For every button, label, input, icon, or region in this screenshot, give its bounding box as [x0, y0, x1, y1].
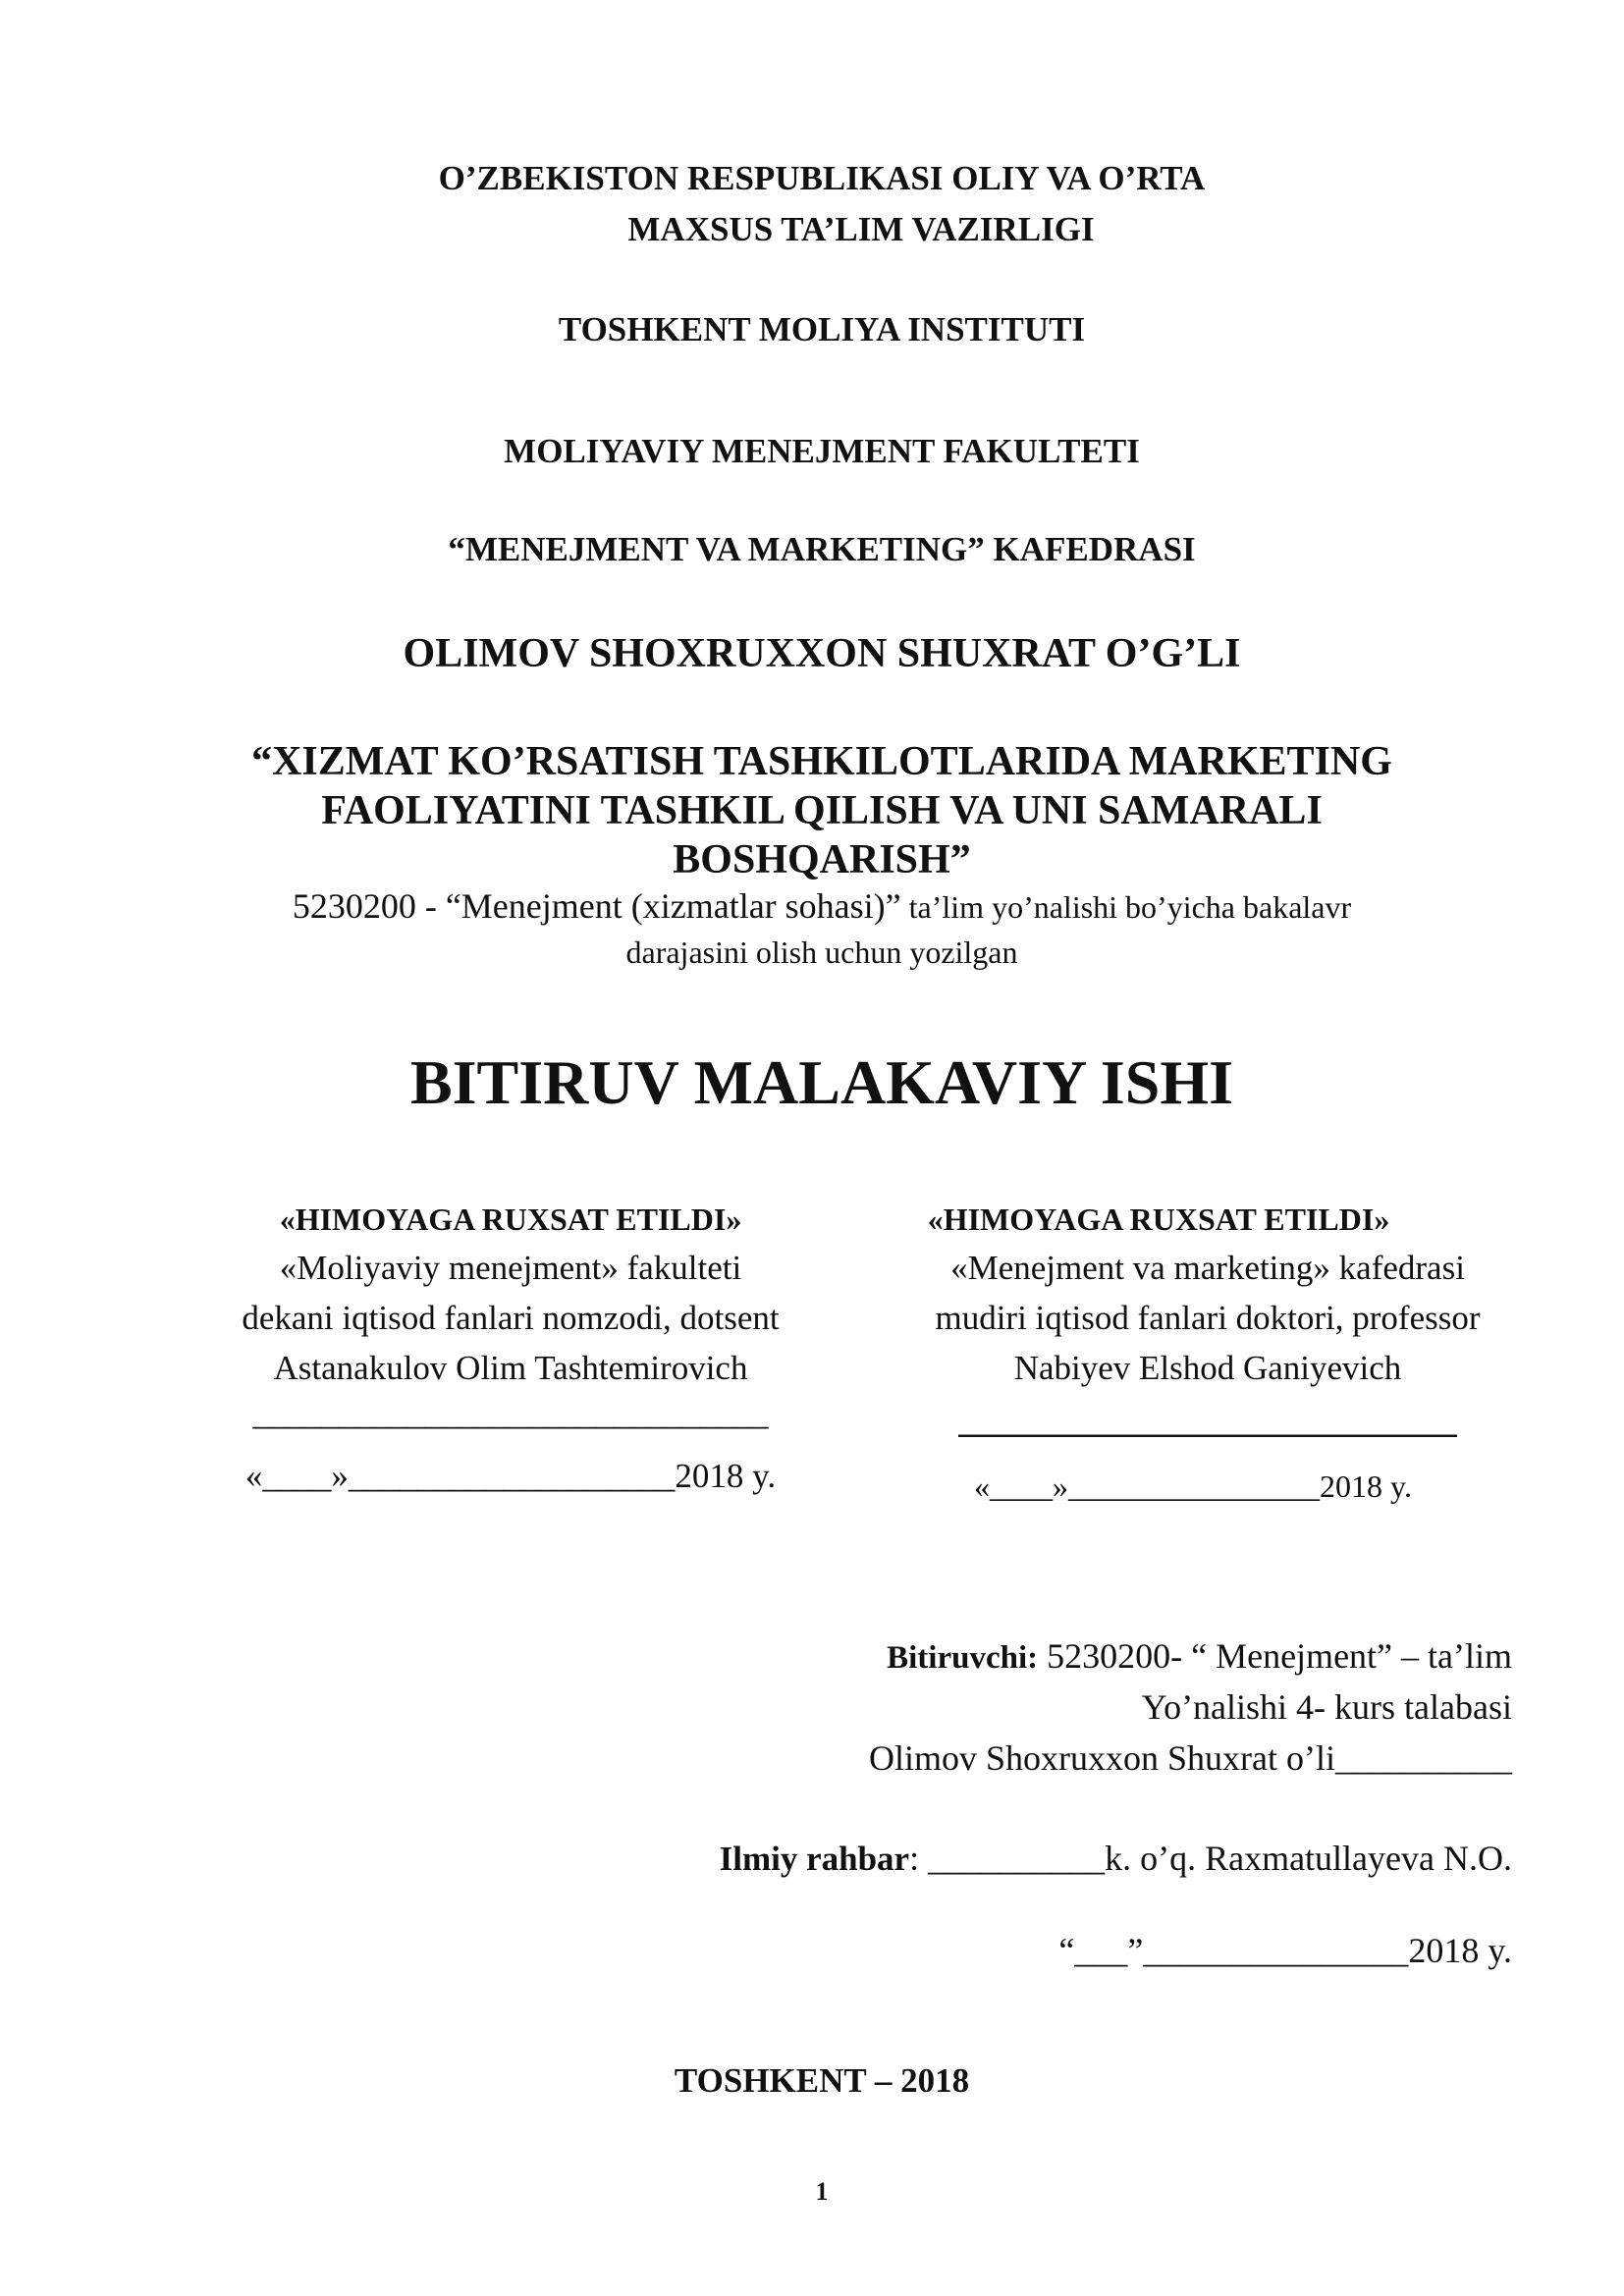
author-name: OLIMOV SHOXRUXXON SHUXRAT O’G’LI	[403, 631, 1241, 676]
graduate-program: 5230200- “ Menejment” – ta’lim	[1038, 1636, 1512, 1676]
approval-right-department: «Menejment va marketing» kafedrasi	[950, 1249, 1465, 1287]
approval-right-position: mudiri iqtisod fanlari doktori, professor	[935, 1299, 1481, 1337]
final-date: “___”_______________2018 y.	[1058, 1931, 1512, 1970]
ministry-line-2: MAXSUS TA’LIM VAZIRLIGI	[627, 210, 1095, 248]
faculty-name: MOLIYAVIY MENEJMENT FAKULTETI	[504, 432, 1140, 470]
approval-left-position: dekani iqtisod fanlari nomzodi, dotsent	[242, 1299, 780, 1337]
approval-right-signature-line: _____________________________	[958, 1402, 1457, 1440]
department-name: “MENEJMENT VA MARKETING” KAFEDRASI	[448, 530, 1196, 568]
approval-left-heading: «HIMOYAGA RUXSAT ETILDI»	[279, 1201, 742, 1237]
supervisor-label: Ilmiy rahbar	[719, 1840, 910, 1878]
degree-note-line-2: darajasini olish uchun yozilgan	[625, 934, 1018, 970]
approval-right-date: «____»________________2018 y.	[974, 1468, 1412, 1504]
approval-right-heading: «HIMOYAGA RUXSAT ETILDI»	[927, 1201, 1390, 1237]
approval-right-person: Nabiyev Elshod Ganiyevich	[1013, 1349, 1402, 1387]
graduate-label: Bitiruvchi:	[887, 1640, 1039, 1676]
degree-program: 5230200 - “Menejment (xizmatlar sohasi)”	[292, 886, 901, 926]
approval-left	[196, 1198, 825, 1495]
topic-line-3: BOSHQARISH”	[673, 837, 971, 882]
graduate-name: Olimov Shoxruxxon Shuxrat o’li__________	[869, 1738, 1512, 1778]
supervisor-value: : __________k. o’q. Raxmatullayeva N.O.	[909, 1839, 1512, 1878]
page-number: 1	[815, 2177, 829, 2206]
approval-left-signature-line: ______________________________	[252, 1394, 769, 1432]
approval-left-person: Astanakulov Olim Tashtemirovich	[273, 1349, 748, 1387]
supervisor-line	[720, 1838, 1512, 1879]
degree-direction: ta’lim yo’nalishi bo’yicha bakalavr	[900, 889, 1352, 925]
approval-right	[893, 1198, 1522, 1512]
graduate-line-2: Yo’nalishi 4- kurs talabasi	[1141, 1687, 1512, 1727]
approval-left-faculty: «Moliyaviy menejment» fakulteti	[279, 1249, 742, 1287]
work-type-title: BITIRUV MALAKAVIY ISHI	[409, 1047, 1234, 1117]
city-year: TOSHKENT – 2018	[674, 2061, 970, 2100]
topic-line-1: “XIZMAT KO’RSATISH TASHKILOTLARIDA MARKETING	[251, 739, 1392, 784]
degree-note-line-1	[0, 885, 1624, 927]
approval-left-date: «____»___________________2018 y.	[244, 1457, 777, 1495]
institute-name: TOSHKENT MOLIYA INSTITUTI	[558, 310, 1086, 348]
ministry-line-1: O’ZBEKISTON RESPUBLIKASI OLIY VA O’RTA	[438, 159, 1206, 197]
graduate-line-1	[887, 1635, 1512, 1677]
topic-line-2: FAOLIYATINI TASHKIL QILISH VA UNI SAMARALI	[321, 788, 1323, 833]
